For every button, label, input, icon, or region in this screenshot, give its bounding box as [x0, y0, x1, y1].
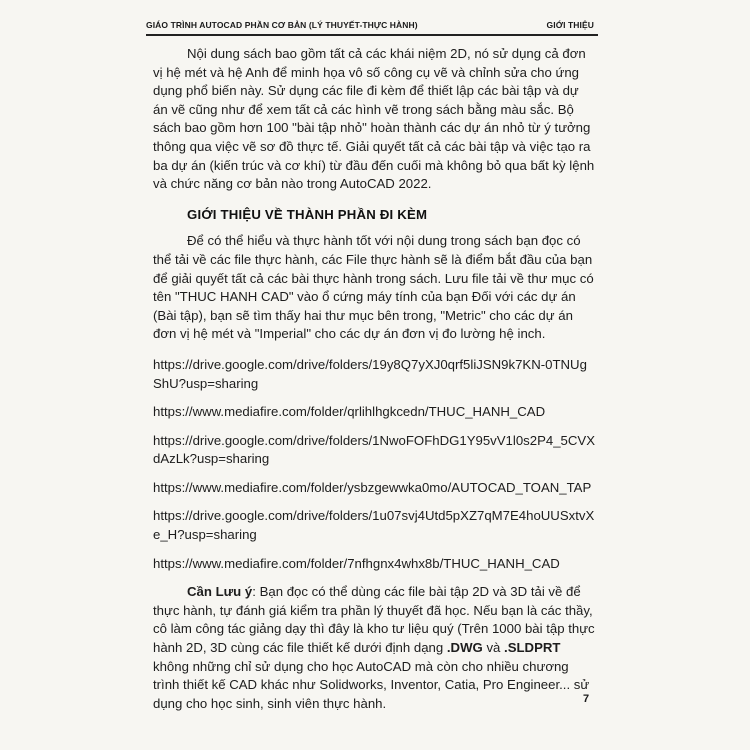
download-link-3[interactable]: https://drive.google.com/drive/folders/1NwoFOFhDG1Y95vV1l0s2P4_5CVXdAzLk?usp=sharing: [153, 432, 595, 467]
section-heading: GIỚI THIỆU VỀ THÀNH PHẦN ĐI KÈM: [187, 206, 428, 222]
download-link-6[interactable]: https://www.mediafire.com/folder/7nfhgnx4whx8b/THUC_HANH_CAD: [153, 555, 560, 571]
intro-paragraph: Nội dung sách bao gồm tất cả các khái niệm 2D, nó sử dụng cả đơn vị hệ mét và hệ Anh để minh họa vô số công cụ vẽ và chỉnh sửa cho ứng dụng phổ biến này. Sử dụng các file đi kèm để thiết lập các bài tập và dự án vẽ cũng như để xem tất cả các hình vẽ trong sách bằng màu sắc. Bộ sách bao gồm hơn 100 "bài tập nhỏ" hoàn thành các dự án nhỏ từ ý tưởng thông qua việc vẽ sơ đồ thực tế. Giải quyết tất cả các bài tập và việc tạo ra ba dự án (kiến trúc và cơ khí) từ đầu đến cuối mà không bỏ qua bất kỳ lệnh và chức năng cơ bản nào trong AutoCAD 2022.: [153, 46, 595, 192]
download-link-2[interactable]: https://www.mediafire.com/folder/qrlihlhgkcedn/THUC_HANH_CAD: [153, 404, 546, 420]
note-text-2: và: [482, 640, 505, 656]
format-sldprt: .SLDPRT: [504, 640, 561, 656]
download-link-4[interactable]: https://www.mediafire.com/folder/ysbzgewwka0mo/AUTOCAD_TOAN_TAP: [153, 479, 592, 495]
running-header: [146, 18, 594, 32]
page-number: 7: [583, 693, 590, 705]
note-text-3: không những chỉ sử dụng cho học AutoCAD mà còn cho nhiều chương trình thiết kế CAD khác như Solidworks, Inventor, Catia, Pro Engineer... sử dụng cho học sinh, sinh viên thực hành.: [153, 658, 590, 711]
note-lead: Cần Lưu ý: [187, 584, 253, 600]
section-paragraph: Để có thể hiểu và thực hành tốt với nội dung trong sách bạn đọc có thể tải về các file thực hành, các File thực hành sẽ là điểm bắt đầu của bạn để giải quyết tất cả các bài thực hành trong sách. Lưu file tải về thư mục có tên "THUC HANH CAD" vào ổ cứng máy tính của bạn Đối với các dự án (Bài tập), bạn sẽ tìm thấy hai thư mục bên trong, "Metric" cho các dự án đơn vị hệ mét và "Imperial" cho các dự án đơn vị đo lường hệ inch.: [153, 233, 594, 342]
format-dwg: .DWG: [446, 640, 483, 656]
book-title: GIÁO TRÌNH AUTOCAD PHẦN CƠ BẢN (LÝ THUYẾT-THỰC HÀNH): [146, 20, 418, 30]
chapter-title: GIỚI THIỆU: [546, 20, 594, 30]
header-rule: [146, 34, 598, 36]
note-text-1: : Bạn đọc có thể dùng các file bài tập 2D và 3D tải về để thực hành, tự đánh giá kiểm tra phần lý thuyết đã học. Nếu bạn là các thầy, cô làm công tác giảng dạy thì đây là kho tư liệu quý (Trên 1000 bài tập thực hành 2D, 3D cùng các file thiết kế dưới định dạng: [153, 584, 595, 656]
download-link-5[interactable]: https://drive.google.com/drive/folders/1u07svj4Utd5pXZ7qM7E4hoUUSxtvXe_H?usp=sharing: [153, 508, 595, 543]
download-link-1[interactable]: https://drive.google.com/drive/folders/19y8Q7yXJ0qrf5liJSN9k7KN-0TNUgShU?usp=sharing: [153, 356, 587, 391]
note-paragraph: [153, 583, 595, 713]
page-body: [153, 45, 595, 713]
